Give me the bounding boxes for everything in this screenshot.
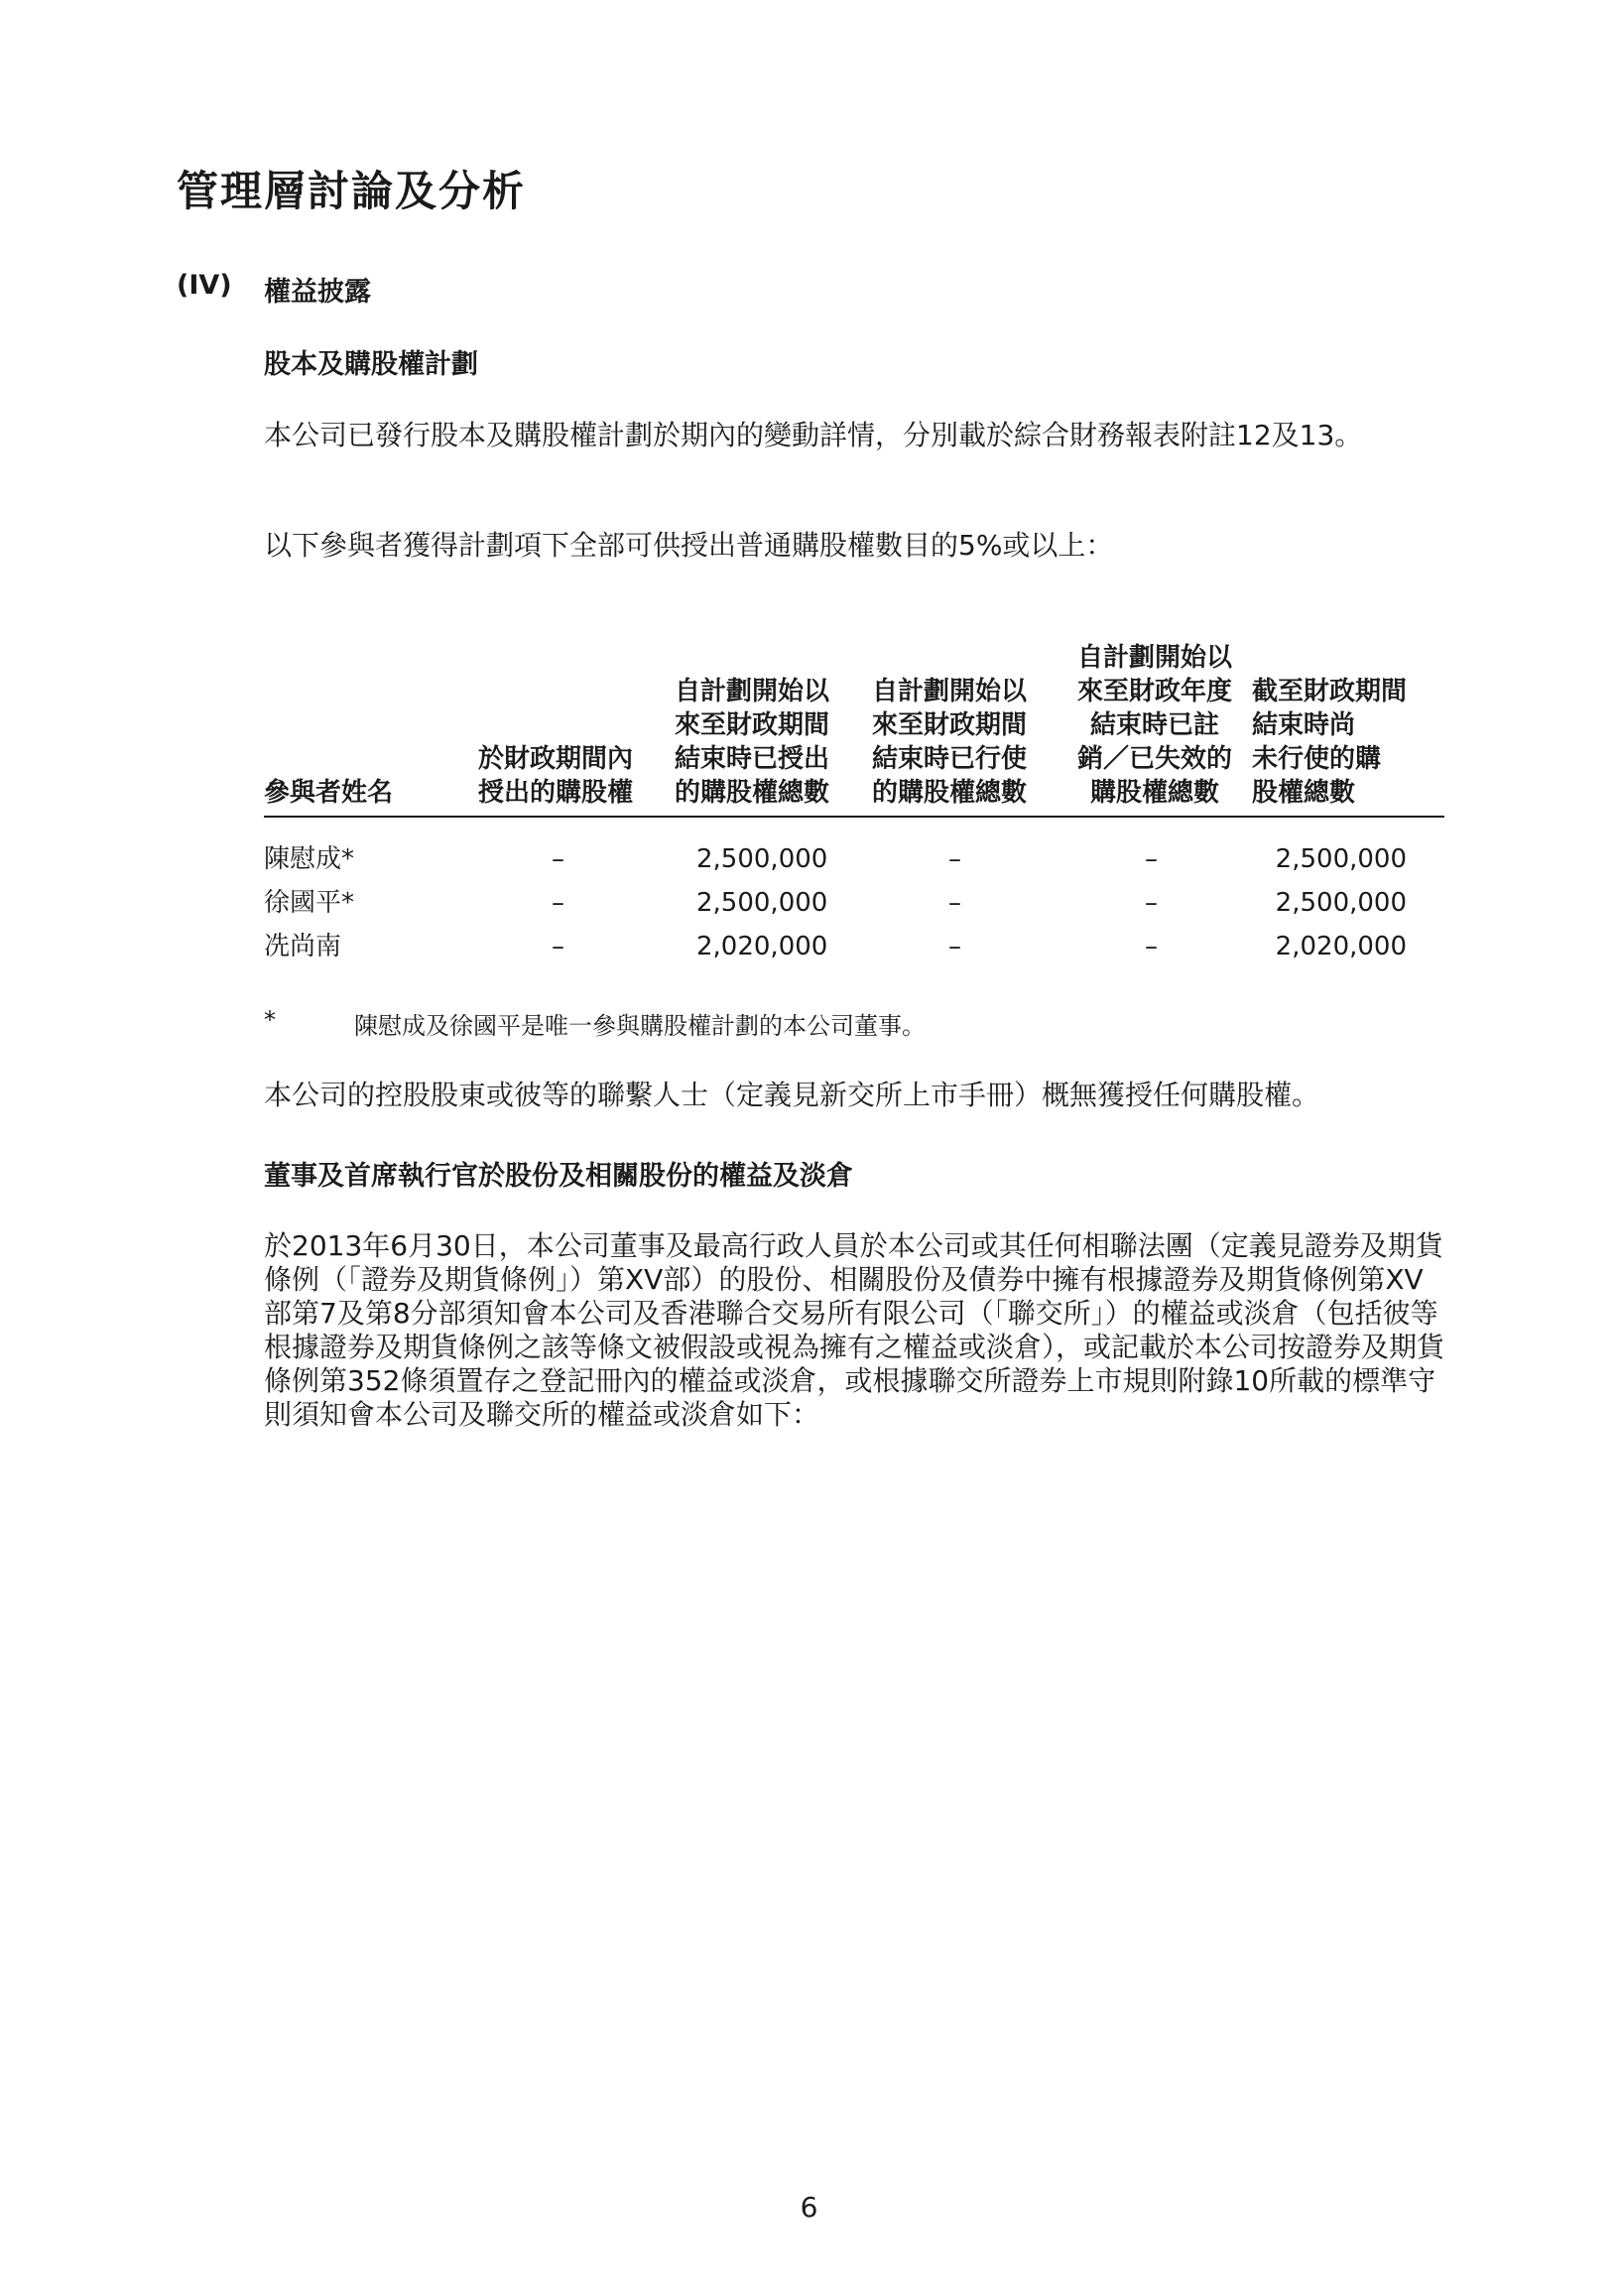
table-row (264, 881, 1444, 925)
table-header (264, 645, 1444, 818)
cell-name: 徐國平* (264, 888, 355, 918)
footnote-mark: * (264, 1006, 276, 1034)
page-number: 6 (800, 2191, 818, 2224)
cell-total-granted: 2,020,000 (696, 932, 828, 961)
directors-interest-paragraph: 於2013年6月30日，本公司董事及最高行政人員於本公司或其任何相聯法團（定義見證券及期貨條例（「證券及期貨條例」）第XV部）的股份、相關股份及債券中擁有根據證券及期貨條例第XV部第7及第8分部須知會本公司及香港聯合交易所有限公司（「聯交所」）的權益或淡倉（包括彼等根據證券及期貨條例之該等條文被假設或視為擁有之權益或淡倉），或記載於本公司按證券及期貨條例第352條須置存之登記冊內的權益或淡倉，或根據聯交所證券上市規則附錄10所載的標準守則須知會本公司及聯交所的權益或淡倉如下： (264, 1229, 1445, 1431)
header-total-granted: 自計劃開始以 來至財政期間 結束時已授出 的購股權總數 (675, 677, 830, 808)
header-total-cancelled-lapsed: 自計劃開始以 來至財政年度 結束時已註 銷／已失效的 購股權總數 (1076, 643, 1232, 808)
section-title: 權益披露 (264, 277, 371, 308)
cell-total-outstanding: 2,500,000 (1275, 888, 1407, 918)
share-option-heading: 股本及購股權計劃 (264, 349, 478, 380)
table-row (264, 925, 1444, 968)
directors-interest-heading: 董事及首席執行官於股份及相關股份的權益及淡倉 (264, 1161, 853, 1192)
cell-name: 陳慰成* (264, 844, 355, 874)
cell-granted-in-period: – (552, 932, 564, 961)
cell-total-cancelled: – (1145, 844, 1158, 874)
header-total-outstanding: 截至財政期間 結束時尚 未行使的購 股權總數 (1252, 677, 1408, 808)
share-option-paragraph-2: 以下參與者獲得計劃項下全部可供授出普通購股權數目的5%或以上： (264, 529, 1114, 562)
cell-total-cancelled: – (1145, 932, 1158, 961)
share-option-paragraph-3: 本公司的控股股東或彼等的聯繫人士（定義見新交所上市手冊）概無獲授任何購股權。 (264, 1079, 1320, 1111)
header-participant-name: 參與者姓名 (264, 778, 394, 808)
cell-total-cancelled: – (1145, 888, 1158, 918)
footnote-text: 陳慰成及徐國平是唯一參與購股權計劃的本公司董事。 (354, 1012, 926, 1040)
cell-total-exercised: – (948, 932, 961, 961)
cell-granted-in-period: – (552, 844, 564, 874)
cell-total-outstanding: 2,020,000 (1275, 932, 1407, 961)
cell-total-granted: 2,500,000 (696, 844, 828, 874)
cell-name: 冼尚南 (264, 932, 342, 961)
section-number: (IV) (177, 270, 232, 301)
table-row (264, 837, 1444, 881)
share-option-paragraph-1: 本公司已發行股本及購股權計劃於期內的變動詳情，分別載於綜合財務報表附註12及13。 (264, 419, 1363, 451)
cell-total-exercised: – (948, 844, 961, 874)
share-option-table (264, 645, 1444, 968)
cell-total-exercised: – (948, 888, 961, 918)
cell-total-granted: 2,500,000 (696, 888, 828, 918)
header-granted-in-period: 於財政期間內 授出的購股權 (478, 744, 634, 808)
header-total-exercised: 自計劃開始以 來至財政期間 結束時已行使 的購股權總數 (872, 677, 1028, 808)
page-title: 管理層討論及分析 (177, 167, 527, 215)
cell-granted-in-period: – (552, 888, 564, 918)
cell-total-outstanding: 2,500,000 (1275, 844, 1407, 874)
